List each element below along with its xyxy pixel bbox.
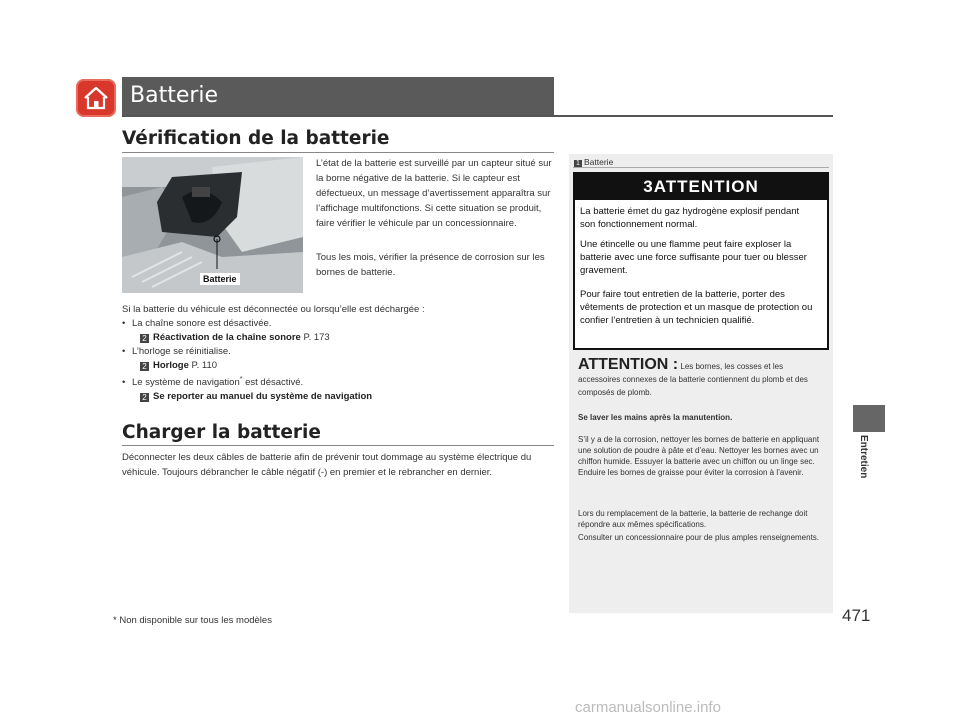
sidebar-divider [573, 167, 829, 168]
chapter-tab-marker [853, 405, 885, 432]
intro-paragraph-sensor: L’état de la batterie est surveillé par un capteur situé sur la borne négative de la batterie. Si le capteur est défectueux, un message d’avertissement apparaîtra sur l’affichage multifonctions. Si cette situation se produit, faire vérifier le véhicule par un concessionnaire. [316, 158, 552, 229]
conditions-intro: Si la batterie du véhicule est déconnectée ou lorsqu’elle est déchargée : [122, 304, 425, 315]
corrosion-note: S’il y a de la corrosion, nettoyer les bornes de batterie en appliquant une solution de poudre à pâte et d’eau. Nettoyer les bornes avec un chiffon humide. Essuyer la batterie avec un chiffon ou un linge sec. Enduire les bornes de graisse pour éviter la corrosion à l’avenir. [578, 435, 820, 477]
intro-paragraph-monthly: Tous les mois, vérifier la présence de corrosion sur les bornes de batterie. [316, 252, 545, 278]
warning-text-spark: Une étincelle ou une flamme peut faire exploser la batterie avec une force suffisante pour tuer ou blesser gravement. [580, 239, 807, 276]
lead-warning: ATTENTION : Les bornes, les cosses et les accessoires connexes de la batterie contiennent du plomb et des composés de plomb. [578, 356, 808, 397]
home-icon [82, 85, 110, 111]
chapter-tab-label[interactable]: Entretien [858, 435, 869, 479]
section-title-verification: Vérification de la batterie [122, 128, 390, 149]
cross-reference-link[interactable]: 2 Se reporter au manuel du système de navigation [122, 390, 552, 404]
note-number-icon: 1 [574, 160, 582, 168]
reference-arrow-icon: 2 [140, 393, 149, 402]
reference-arrow-icon: 2 [140, 362, 149, 371]
section-title-charging: Charger la batterie [122, 422, 321, 443]
watermark: carmanualsonline.info [575, 699, 721, 716]
section-divider [122, 445, 554, 446]
footnote: * Non disponible sur tous les modèles [113, 615, 272, 626]
cross-reference-link[interactable]: 2 Horloge P. 110 [122, 359, 552, 373]
wash-hands-note: Se laver les mains après la manutention. [578, 413, 733, 422]
list-item: • Le système de navigation* est désactivé. [122, 376, 304, 389]
charging-paragraph: Déconnecter les deux câbles de batterie afin de prévenir tout dommage au système électrique du véhicule. Toujours débrancher le câble négatif (-) en premier et le rebrancher en dernier. [122, 452, 532, 478]
replacement-note: Lors du remplacement de la batterie, la batterie de rechange doit répondre aux mêmes spécifications. [578, 509, 808, 529]
warning-title: 3ATTENTION [575, 174, 827, 200]
list-item: • L’horloge se réinitialise. [122, 346, 231, 357]
chapter-title-bar [122, 77, 554, 115]
section-divider [122, 152, 554, 153]
title-divider [122, 115, 833, 117]
warning-text-gas: La batterie émet du gaz hydrogène explosif pendant son fonctionnement normal. [580, 206, 800, 230]
page-number: 471 [842, 606, 871, 625]
disconnection-effects [122, 303, 552, 404]
cross-reference-link[interactable]: 2 Réactivation de la chaîne sonore P. 173 [122, 331, 552, 345]
sidebar-heading: 1 Batterie [574, 157, 613, 168]
reference-arrow-icon: 2 [140, 334, 149, 343]
list-item: • La chaîne sonore est désactivée. [122, 318, 272, 329]
lead-warning-title: ATTENTION : [578, 356, 679, 373]
home-button[interactable] [76, 79, 116, 117]
warning-text-service: Pour faire tout entretien de la batterie, porter des vêtements de protection et un masque de protection ou confier l’entretien à un technicien qualifié. [580, 289, 813, 326]
dealer-note: Consulter un concessionnaire pour de plus amples renseignements. [578, 533, 820, 542]
page-title: Batterie [130, 83, 219, 108]
battery-callout-label: Batterie [200, 273, 240, 285]
